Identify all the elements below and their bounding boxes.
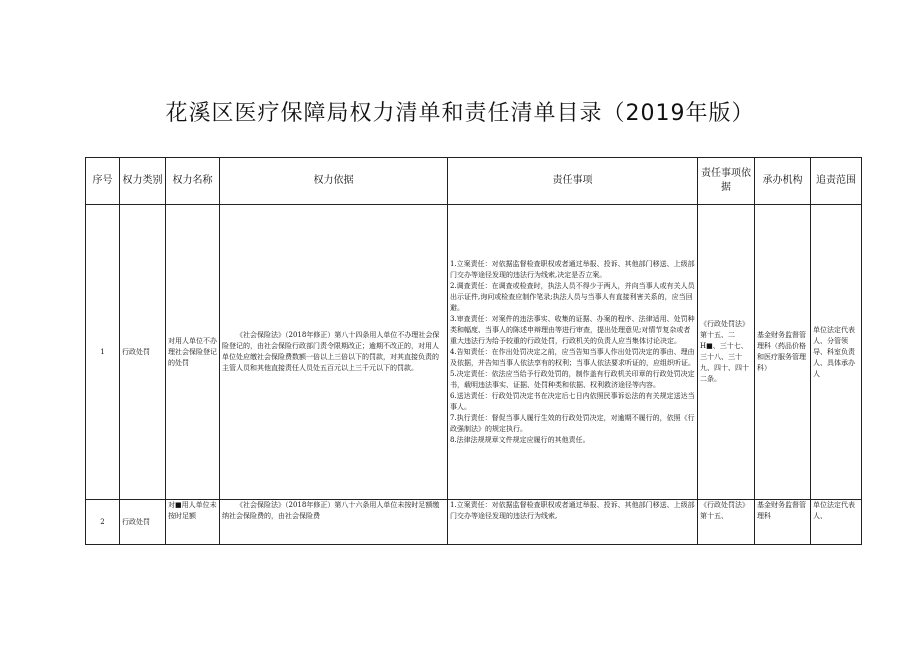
row-duty-basis: 《行政处罚法》第十五、 [698,500,755,545]
duty-item: 1.立案责任：对依据监督检查职权或者通过举报、投诉、其他部门移送、上级部门交办等途径发现的违法行为线索,决定是否立案。 [450,259,695,279]
header-basis: 权力依据 [220,158,448,205]
duty-item: 8.法律法规规章文件规定应履行的其他责任。 [450,435,590,444]
row-category: 行政处罚 [120,500,166,545]
row-duties [448,500,698,545]
row-duty-basis: 《行政处罚法》第十五、二H■、三十七、三十八、三十九、四十、四十二条。 [698,205,755,500]
table-row [86,205,862,500]
duty-item: 7.执行责任：督促当事人履行生效的行政处罚决定，对逾期不履行的，依照《行政强制法》的规定执行。 [450,413,695,433]
row-basis: 《社会保险法》（2018年修正）第八十六条用人单位未按时足额缴纳社会保险费的，由社会保险费 [220,500,448,545]
row-agency: 基金财务监督管理科 [755,500,811,545]
row-no: 2 [86,500,120,545]
row-category: 行政处罚 [120,205,166,500]
header-category: 权力类别 [120,158,166,205]
row-no: 1 [86,205,120,500]
duty-item: 5.决定责任：依法应当给予行政处罚的，制作盖有行政机关印章的行政处罚决定书，载明违法事实、证据、处罚种类和依据、权利救济途径等内容。 [450,369,695,389]
duty-item: 1.立案责任：对依据监督检查职权或者通过举报、投诉、其他部门移送、上级部门交办等途径发现的违法行为线索, [450,501,695,520]
header-name: 权力名称 [166,158,220,205]
row-agency: 基金财务监督管理科（药品价格和医疗服务管理科） [755,205,811,500]
table-header-row [86,158,862,205]
header-duties: 责任事项 [448,158,698,205]
row-scope: 单位法定代表人、分管领导、科室负责人、具体承办人 [811,205,862,500]
duty-item: 3.审查责任：对案件的违法事实、收集的证据、办案的程序、法律适用、处罚种类和幅度、当事人的陈述申辩理由等进行审查，提出处理意见;对情节复杂或者重大违法行为给予较重的行政处罚，行政机关的负责人应当集体讨论决定。 [450,314,695,345]
header-scope: 追责范围 [811,158,862,205]
row-name: 对■用人单位未按时足额 [166,500,220,545]
duty-item: 2.调查责任：在调查或检查时，执法人员不得少于两人，并向当事人或有关人员出示证件,询问或检查应制作笔录;执法人员与当事人有直接利害关系的，应当回避。 [450,281,695,312]
header-no: 序号 [86,158,120,205]
header-duty-basis: 责任事项依据 [698,158,755,205]
table-row [86,500,862,545]
row-scope: 单位法定代表人、 [811,500,862,545]
row-basis: 《社会保险法》（2018年修正）第八十四条用人单位不办理社会保险登记的，由社会保险行政部门责令限期改正；逾期不改正的，对用人单位处应缴社会保险费数额一倍以上三倍以下的罚款，对其直接负责的主管人员和其他直接责任人员处五百元以上三千元以下的罚款。 [220,205,448,500]
header-agency: 承办机构 [755,158,811,205]
duty-item: 4.告知责任：在作出处罚决定之前，应当告知当事人作出处罚决定的事由、理由及依据，并告知当事人依法享有的权利；当事人依法要求听证的，应组织听证。 [450,347,695,367]
row-name: 对用人单位不办理社会保险登记的处罚 [166,205,220,500]
duty-item: 6.送达责任：行政处罚决定书在决定后七日内依照民事诉讼法的有关规定送达当事人。 [450,391,695,411]
page-title: 花溪区医疗保障局权力清单和责任清单目录（2019年版） [165,101,755,126]
row-duties [448,205,698,500]
power-list-table [85,157,862,545]
